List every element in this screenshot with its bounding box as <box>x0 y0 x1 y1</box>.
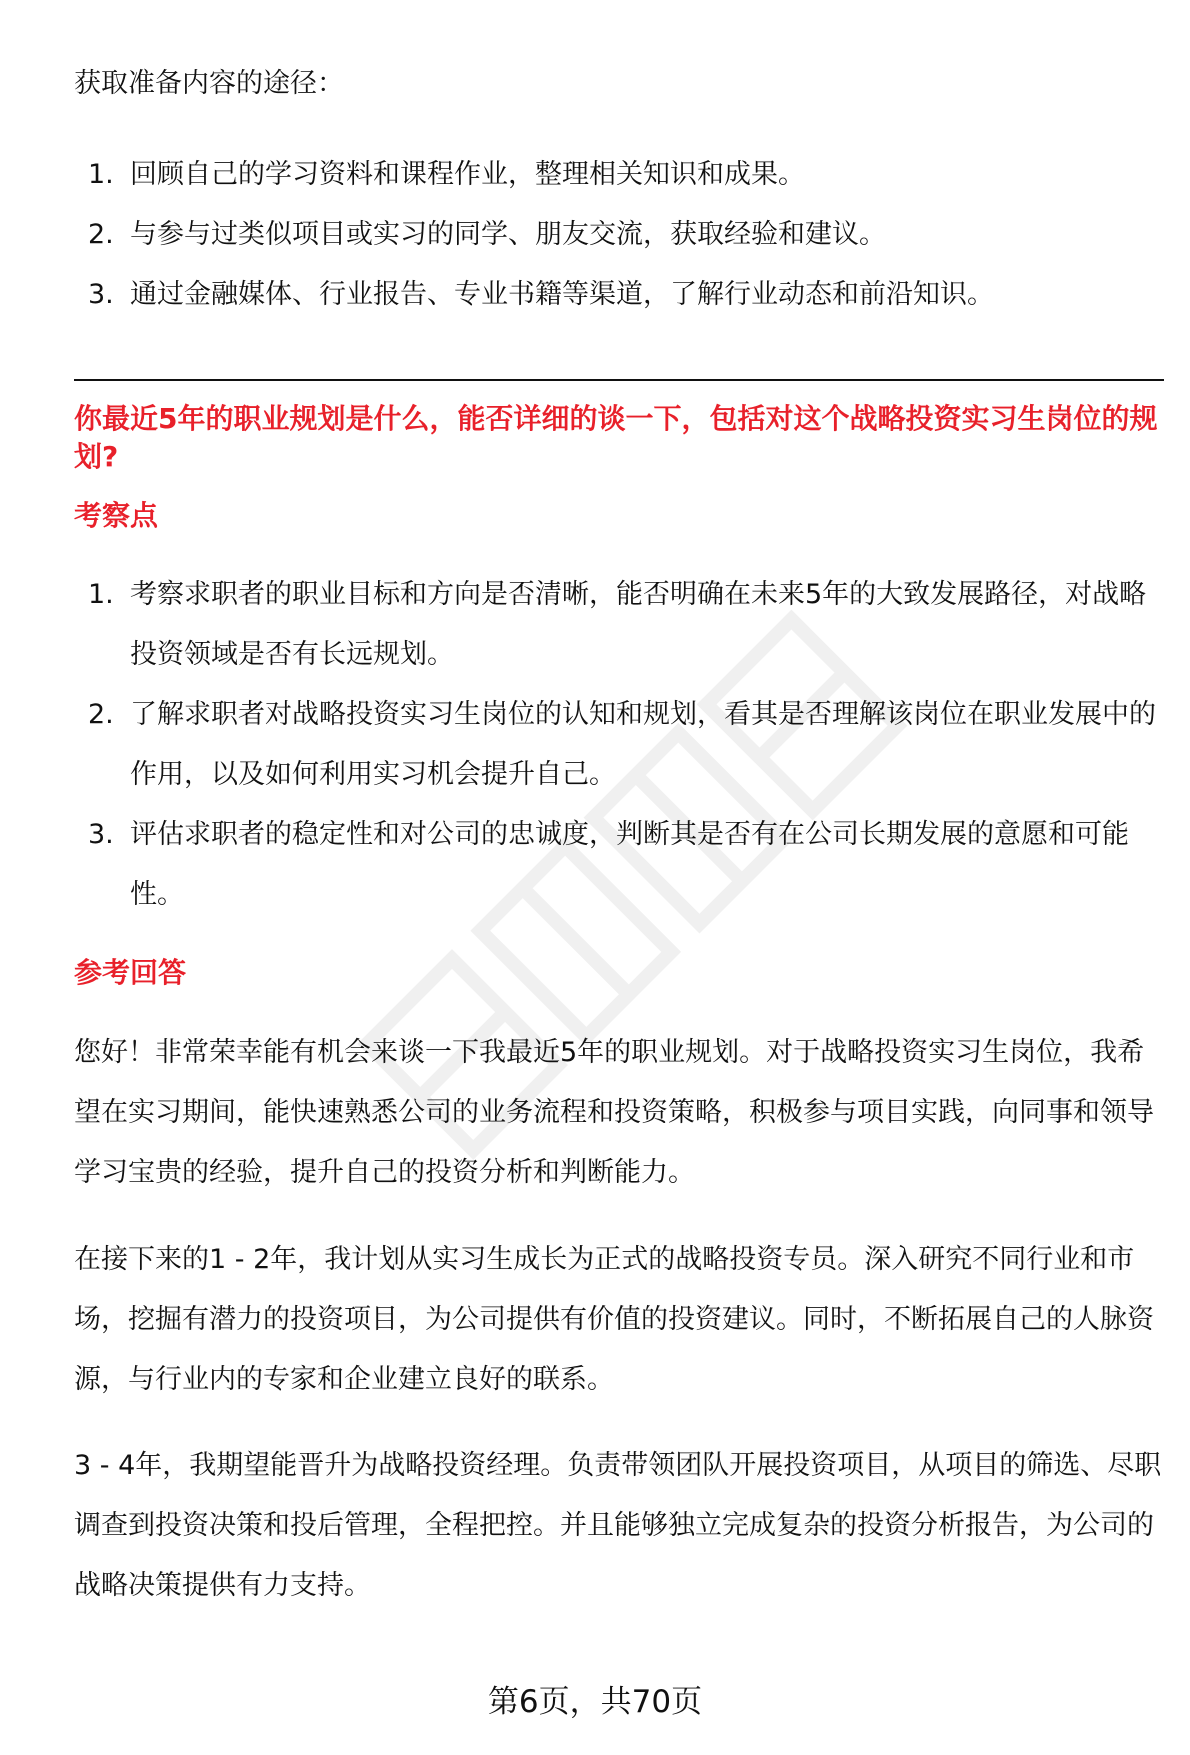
list-item: 3. 评估求职者的稳定性和对公司的忠诚度，判断其是否有在公司长期发展的意愿和可能性。 <box>88 819 1129 910</box>
prep-list <box>74 145 1164 325</box>
exam-points-heading: 考察点 <box>74 499 159 532</box>
section-divider <box>74 379 1164 381</box>
question-title: 你最近5年的职业规划是什么，能否详细的谈一下，包括对这个战略投资实习生岗位的规划? <box>74 402 1158 473</box>
list-item: 3. 通过金融媒体、行业报告、专业书籍等渠道，了解行业动态和前沿知识。 <box>88 279 994 310</box>
list-item: 2. 与参与过类似项目或实习的同学、朋友交流，获取经验和建议。 <box>88 219 886 250</box>
list-item: 1. 考察求职者的职业目标和方向是否清晰，能否明确在未来5年的大致发展路径，对战略投资领域是否有长远规划。 <box>88 579 1147 670</box>
intro-text: 获取准备内容的途径： <box>74 68 344 99</box>
answer-paragraph: 3 - 4年，我期望能晋升为战略投资经理。负责带领团队开展投资项目，从项目的筛选、尽职调查到投资决策和投后管理，全程把控。并且能够独立完成复杂的投资分析报告，为公司的战略决策提供有力支持。 <box>74 1450 1162 1601</box>
page-number: 第6页，共70页 <box>487 1684 703 1720</box>
answer-paragraph: 您好！非常荣幸能有机会来谈一下我最近5年的职业规划。对于战略投资实习生岗位，我希望在实习期间，能快速熟悉公司的业务流程和投资策略，积极参与项目实践，向同事和领导学习宝贵的经验，提升自己的投资分析和判断能力。 <box>74 1037 1154 1188</box>
reference-answer-heading: 参考回答 <box>74 956 187 989</box>
exam-points-list <box>74 565 1164 925</box>
list-item: 1. 回顾自己的学习资料和课程作业，整理相关知识和成果。 <box>88 159 805 190</box>
answer-paragraph: 在接下来的1 - 2年，我计划从实习生成长为正式的战略投资专员。深入研究不同行业和市场，挖掘有潜力的投资项目，为公司提供有价值的投资建议。同时，不断拓展自己的人脉资源，与行业内的专家和企业建立良好的联系。 <box>74 1244 1154 1395</box>
list-item: 2. 了解求职者对战略投资实习生岗位的认知和规划，看其是否理解该岗位在职业发展中的作用，以及如何利用实习机会提升自己。 <box>88 699 1156 790</box>
